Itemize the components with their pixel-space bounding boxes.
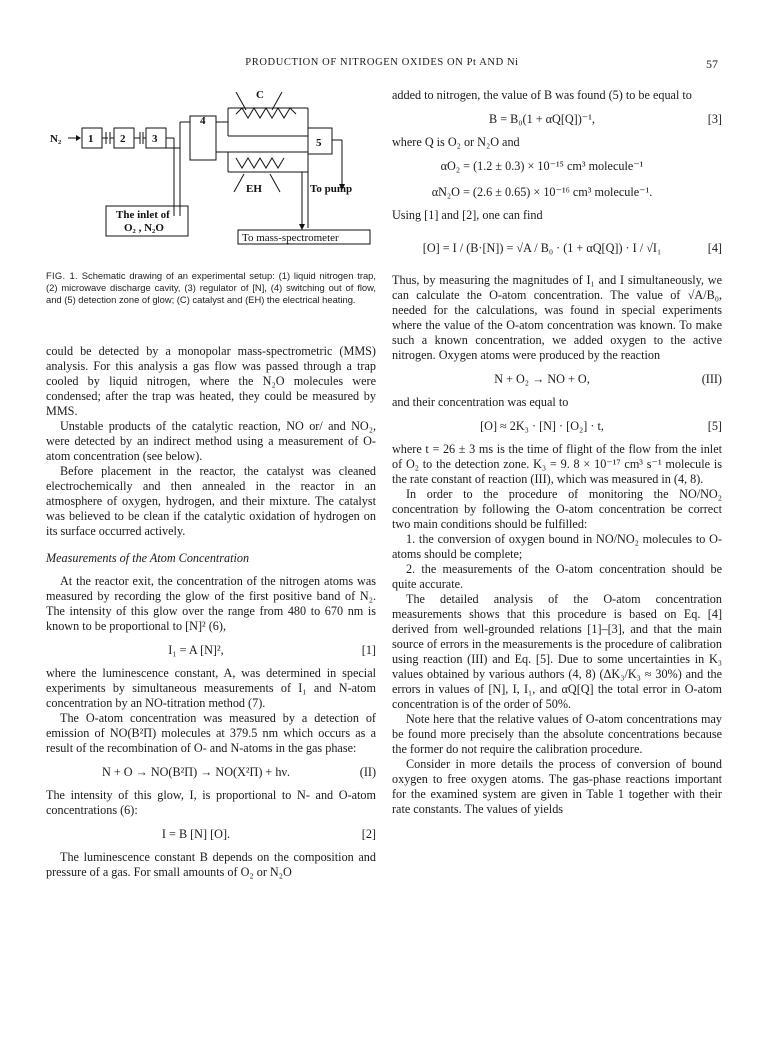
figure-caption (46, 270, 376, 306)
left-paragraph-7: The intensity of this glow, I, is proportional to N- and O-atom concentrations (6): (46, 788, 376, 817)
equation-3-expression: B = B₀(1 + αQ[Q])⁻¹, (489, 112, 595, 126)
svg-text:3: 3 (152, 133, 158, 145)
n2-arrowhead (76, 135, 81, 141)
equation-4 (392, 229, 722, 267)
spectrometer-label: To mass-spectrometer (242, 232, 339, 244)
alpha-o2 (392, 156, 722, 176)
equation-1-number: [1] (361, 643, 376, 657)
to-pump-label: To pump (310, 183, 353, 195)
reaction-III-number: (III) (701, 372, 722, 386)
left-paragraph-4: At the reactor exit, the concentration of the nitrogen atoms was measured by recording the glow of the first positive band of N₂. The intensity of this glow over the range from 480 to 670 nm is known to be proportional to [N]² (6), (46, 574, 376, 633)
alpha-o2-expression: αO₂ = (1.2 ± 0.3) × 10⁻¹⁵ cm³ molecule⁻¹ (440, 159, 644, 173)
right-paragraph-2: where Q is O₂ or N₂O and (392, 135, 520, 149)
alpha-n2o-expression: αN₂O = (2.6 ± 0.65) × 10⁻¹⁶ cm³ molecule⁻¹. (431, 185, 653, 199)
right-paragraph-12: Consider in more details the process of conversion of bound oxygen to free oxygen atoms. The gas-phase reactions important for the examined system are given in Table 1 together with their rate constants. The values of yields (392, 757, 722, 816)
right-paragraph-8: 1. the conversion of oxygen bound in NO/NO₂ molecules to O-atoms should be complete; (392, 532, 722, 561)
equation-5-expression: [O] ≈ 2K₃ · [N] · [O₂] · t, (480, 419, 604, 433)
heater-coil (236, 158, 284, 168)
left-paragraph-8: The luminescence constant B depends on the composition and pressure of a gas. For small amounts of O₂ or N₂O (46, 850, 376, 879)
equation-2-number: [2] (361, 827, 376, 841)
equation-4-expression: [O] = I / (B·[N]) = √A / B₀ · (1 + αQ[Q]) · I / √I₁ (422, 241, 662, 255)
svg-text:1: 1 (88, 133, 94, 145)
right-paragraph-6: where t = 26 ± 3 ms is the time of flight of the flow from the inlet of O₂ to the detection zone. K₃ = 9. 8 × 10⁻¹⁷ cm³ s⁻¹ molecule is the rate constant of reaction (III), which was measured in (4, 8). (392, 442, 722, 486)
section-heading: Measurements of the Atom Concentration (46, 551, 250, 565)
reaction-III-expression: N + O₂ → NO + O, (494, 372, 590, 386)
equation-1-expression: I₁ = A [N]², (168, 643, 224, 657)
setup-diagram (46, 88, 376, 266)
right-paragraph-1: added to nitrogen, the value of B was found (5) to be equal to (392, 88, 692, 102)
catalyst-label: C (256, 89, 264, 101)
right-paragraph-11: Note here that the relative values of O-atom concentrations may be found more precisely than the absolute concentrations because the former do not require the calibration procedure. (392, 712, 722, 756)
right-paragraph-5: and their concentration was equal to (392, 395, 569, 409)
equation-1 (46, 640, 376, 660)
right-column (392, 88, 722, 817)
equation-5-number: [5] (707, 419, 722, 433)
right-paragraph-10: The detailed analysis of the O-atom concentration measurements shows that this procedure is based on Eq. [4] derived from well-grounded relations [1]–[3], and that the main source of errors in the measurements is the procedure of calibration using reaction (III) and Eq. [5]. Due to some uncertainties in K₃ values obtained by various authors (4, 8) (ΔK₃/K₃ ≈ 30%) and the errors in values of [N], I, I₁, and αQ[Q] the total error in O-atom concentration is of the order of 50%. (392, 592, 722, 711)
eh-label: EH (246, 183, 262, 195)
left-paragraph-2: Unstable products of the catalytic reaction, NO or/ and NO₂, were detected by an indirect method using a measurement of O-atom concentration (see below). (46, 419, 376, 463)
left-paragraph-6: The O-atom concentration was measured by a detection of emission of NO(B²Π) molecules at 379.5 nm which occurs as a result of the recombination of O- and N-atoms in the gas phase: (46, 711, 376, 755)
right-paragraph-7: In order to the procedure of monitoring the NO/NO₂ concentration by following the O-atom concentration be correct two main conditions should be fulfilled: (392, 487, 722, 531)
reaction-II-expression: N + O → NO(B²Π) → NO(X²Π) + hν. (101, 765, 291, 779)
inlet-label-1: The inlet of (116, 209, 170, 221)
svg-text:2: 2 (120, 133, 126, 145)
right-paragraph-4: Thus, by measuring the magnitudes of I₁ and I simultaneously, we can calculate the O-atom concentration. The value of √A/B₀, needed for the calculations, was found in special experiments where the value of the O-atom concentration was known. To make such a known concentration, we added oxygen to the active nitrogen. Oxygen atoms were produced by the reaction (392, 273, 722, 362)
right-paragraph-9: 2. the measurements of the O-atom concentration should be quite accurate. (392, 562, 722, 591)
caption-text: Schematic drawing of an experimental setup: (1) liquid nitrogen trap, (2) microwave discharge cavity, (3) regulator of [N], (4) switching out of flow, and (5) detection zone of glow; (C) catalyst and (EH) the electrical heating. (46, 270, 376, 305)
left-paragraph-3: Before placement in the reactor, the catalyst was cleaned electrochemically and then annealed in the reactor in an atmosphere of oxygen, hydrogen, and their mixture. The catalyst was believed to be clean if the catalytic oxidation of hydrogen on its surface occurred actively. (46, 464, 376, 538)
equation-5 (392, 416, 722, 436)
inlet-label-2: O₂ , N₂O (124, 222, 164, 234)
alpha-n2o (392, 182, 722, 202)
reaction-II-number: (II) (359, 765, 376, 779)
figure-1 (46, 88, 376, 266)
catalyst-coil (236, 108, 296, 118)
page-number: 57 (706, 57, 718, 71)
caption-label: FIG. 1. (46, 270, 78, 281)
left-column (46, 88, 376, 880)
running-title: PRODUCTION OF NITROGEN OXIDES ON Pt AND Ni (245, 57, 519, 68)
reaction-II (46, 762, 376, 782)
equation-2 (46, 824, 376, 844)
left-paragraph-1: could be detected by a monopolar mass-spectrometric (MMS) analysis. For this analysis a gas flow was passed through a trap cooled by liquid nitrogen, where the N₂O molecules were condensed; after the trap was heated, they could be measured by MMS. (46, 344, 376, 418)
left-paragraph-5: where the luminescence constant, A, was determined in special experiments by simultaneous measurements of I₁ and N-atom concentration by an NO-titration method (7). (46, 666, 376, 710)
right-paragraph-3: Using [1] and [2], one can find (392, 208, 543, 222)
equation-4-number: [4] (707, 241, 722, 255)
reaction-III (392, 369, 722, 389)
svg-text:4: 4 (200, 115, 206, 127)
equation-2-expression: I = B [N] [O]. (161, 827, 231, 841)
running-head (46, 57, 718, 75)
svg-text:5: 5 (316, 137, 322, 149)
equation-3 (392, 109, 722, 129)
n2-label: N₂ (50, 133, 62, 145)
equation-3-number: [3] (707, 112, 722, 126)
